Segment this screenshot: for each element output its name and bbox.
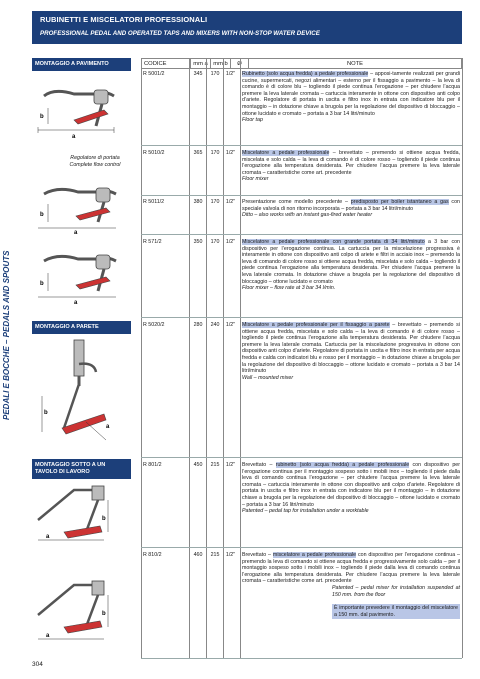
table-border-right <box>462 58 463 658</box>
note-prefix: Brevettato – <box>242 552 273 558</box>
dim-b-value: 170 <box>210 150 220 156</box>
diameter-value: 1/2" <box>225 462 236 468</box>
dim-a-value: 280 <box>193 322 203 328</box>
row-divider <box>141 145 462 146</box>
col-divider <box>240 58 241 658</box>
note-text: a 3 bar con dispositivo per l’erogazione continua. La cartuccia per la miscelazione progressiva è interamente in ottone con dispositivo anti colpo di ariete e filtri in acciaio inox – premendo la leva di comando di colore rosso si ottiene acqua fredda, miscelata e solo calda – togliendo il piede continua l’erogazione alla temperatura desiderata. Per chiudere l’acqua premere la leva laterale cromata. In dotazione chiave a brugola per la regolazione del dispositivo di bloccaggio – ottone lucidato e cromato <box>242 239 460 285</box>
col-header-a: mm a <box>191 59 211 69</box>
row-divider <box>141 317 462 318</box>
flow-control-caption <box>50 155 140 169</box>
diameter-value: 1/2" <box>225 239 236 245</box>
dim-a-value: 350 <box>193 239 203 245</box>
mixer-gas-image <box>34 180 134 235</box>
dim-a-label: a <box>72 134 76 140</box>
product-note <box>242 322 460 381</box>
note-text: con speciale valvola di non ritorno incorporata – portata a 3 bar 14 litri/minuto <box>242 199 460 212</box>
section-wall-mount: MONTAGGIO A PARETE <box>32 321 131 334</box>
product-code: R 5011/2 <box>143 199 165 205</box>
dim-a-label: a <box>74 300 78 305</box>
note-highlight: Miscelatore a pedale professionale <box>242 150 330 156</box>
col-header-note: NOTE <box>249 59 462 69</box>
col-divider <box>206 58 207 658</box>
under-table-mixer-image <box>34 575 134 645</box>
page-number: 304 <box>32 661 43 668</box>
section-floor-mount: MONTAGGIO A PAVIMENTO <box>32 58 131 71</box>
product-code: R 5001/2 <box>143 71 165 77</box>
note-prefix: Brevettato – <box>242 462 276 468</box>
product-note <box>242 462 460 515</box>
dim-a-label: a <box>46 534 50 540</box>
note-prefix: Presentazione come modello precedente – <box>242 199 351 205</box>
dim-b-label: b <box>102 611 106 617</box>
dim-b-label: b <box>44 410 48 416</box>
row-divider <box>141 195 462 196</box>
note-text: con dispositivo per l’erogazione continua per il montaggio sospeso sotto i mobili inox – togliendo il piede dalla leva di comando continua l’erogazione – per chiudere l’acqua premere la leva laterale cromata – cartuccia interamente in ottone con dispositivo anti colpo d’ariete. Regolatore di portata in uscita e filtro inox in entrata con indicatore blu per il montaggio – in dotazione chiave a brugola per la regolazione del dispositivo di bloccaggio – ottone lucidato e cromato – portata a 3 bar 16 litri/minuto <box>242 462 460 508</box>
row-divider <box>141 547 462 548</box>
note-text: con dispositivo per l’erogazione continua – premendo la leva di comando si ottiene acqua fredda e progressivamente solo calda – per il montaggio sospeso sotto i mobili inox – togliendo il piede dalla leva di comando continua l’erogazione alla temperatura desiderata. Per chiudere l’acqua premere la leva laterale cromata – caratteristiche come art. precedente <box>242 552 460 585</box>
dim-b-value: 215 <box>210 462 220 468</box>
install-note-box: È importante prevedere il montaggio del miscelatore a 150 mm. dal pavimento. <box>334 605 458 618</box>
dim-a-label: a <box>46 633 50 639</box>
note-highlight: Miscelatore a pedale professionale con grande portata di 34 litri/minuto <box>242 239 425 245</box>
product-note <box>242 71 460 124</box>
table-border-left <box>141 58 142 658</box>
note-highlight: predisposto per boiler istantaneo a gas <box>350 199 449 205</box>
product-note <box>242 150 460 183</box>
mixer-highflow-image <box>34 245 134 305</box>
dim-a-label: a <box>106 424 110 430</box>
note-highlight: Rubinetto (solo acqua fredda) a pedale professionale <box>242 71 369 77</box>
wall-mixer-image <box>34 336 134 446</box>
diameter-value: 1/2" <box>225 552 236 558</box>
note-text: – brevettato – premendo si ottiene acqua fredda, miscelata e solo calda – la leva di comando è di colore rosso – togliendo il piede continua l’erogazione alla temperatura desiderata. Per chiudere l’acqua premere la leva laterale cromata. Cartuccia per la miscelazione progressiva in ottone con dispositivo anti colpo d’ariete. Regolatore di portata in uscita e filtro inox in entrata per acqua fredda e calda con indicatori blu e rosso per il montaggio – in dotazione chiave a brugola per la regolazione del dispositivo di bloccaggio – ottone lucidato e cromato – portata a 3 bar 14 litri/minuto <box>242 322 460 375</box>
page-title: RUBINETTI E MISCELATORI PROFESSIONALI <box>40 15 208 24</box>
dim-a-label: a <box>74 230 78 235</box>
dim-b-value: 215 <box>210 552 220 558</box>
col-divider <box>223 58 224 658</box>
product-code: R 5020/2 <box>143 322 165 328</box>
dim-b-label: b <box>102 516 106 522</box>
flow-control-text: Regolatore di portata Complete flow control <box>69 155 121 168</box>
dim-b-label: b <box>40 281 44 287</box>
note-english: Patented – pedal mixer for installation suspended at 150 mm. from the floor <box>332 585 460 598</box>
under-table-tap-image <box>34 480 134 545</box>
dim-b-value: 240 <box>210 322 220 328</box>
dim-b-label: b <box>40 114 44 120</box>
side-label-text: PEDALI E BOCCHE – PEDALS AND SPOUTS <box>2 250 11 420</box>
section-under-table: MONTAGGIO SOTTO A UN TAVOLO DI LAVORO <box>32 459 131 479</box>
diameter-value: 1/2" <box>225 71 236 77</box>
note-english: Wall – mounted mixer <box>242 374 294 381</box>
col-header-b: mm b <box>211 59 231 69</box>
note-english: Floor tap <box>242 117 263 124</box>
col-divider <box>189 58 190 658</box>
dim-a-value: 365 <box>193 150 203 156</box>
note-highlight: rubinetto (solo acqua fredda) a pedale professionale <box>275 462 410 468</box>
diameter-value: 1/2" <box>225 150 236 156</box>
product-note <box>242 239 460 292</box>
product-note <box>242 552 460 619</box>
col-header-code: CODICE <box>142 59 191 69</box>
row-divider <box>141 457 462 458</box>
col-header-diameter: Ø <box>231 59 249 69</box>
note-english: Floor mixer <box>242 176 269 183</box>
dim-b-value: 170 <box>210 239 220 245</box>
product-code: R 810/2 <box>143 552 162 558</box>
row-divider <box>141 234 462 235</box>
dim-a-value: 345 <box>193 71 203 77</box>
header-bar <box>32 11 462 44</box>
dim-a-value: 450 <box>193 462 203 468</box>
product-note <box>242 199 460 219</box>
dim-a-value: 380 <box>193 199 203 205</box>
dim-b-value: 170 <box>210 199 220 205</box>
note-text: – brevettato – premendo si ottiene acqua fredda, miscelata e solo calda – la leva di comando è di colore rosso – togliendo il piede continua l’erogazione alla temperatura desiderata. Per chiudere l’acqua premere la leva laterale cromata – caratteristiche come art. precedente <box>242 150 460 176</box>
product-code: R 5010/2 <box>143 150 165 156</box>
note-english: Patented – pedal tap for installation under a worktable <box>242 508 369 515</box>
note-english: Ditto – also works with an instant gas-fired water heater <box>242 212 373 219</box>
note-highlight: Miscelatore a pedale professionale per il fissaggio a parete <box>242 322 390 328</box>
diameter-value: 1/2" <box>225 199 236 205</box>
floor-tap-image <box>34 80 134 140</box>
product-code: R 571/2 <box>143 239 162 245</box>
table-bottom <box>141 658 462 659</box>
dim-b-label: b <box>40 212 44 218</box>
dim-b-value: 170 <box>210 71 220 77</box>
note-english: Floor mixer – flow rate at 3 bar 34 l/min. <box>242 285 336 292</box>
note-text: – apposi-tamente realizzati per grandi cucine, supermercati, negozi alimentari – esterno per il fissaggio a pavimento – la leva di comando è di colore blu – togliendo il piede continua l’erogazione – per chiudere l’acqua premere la leva laterale cromata – cartuccia interamente in ottone con dispositivo anti colpo d’ariete. Regolatore di portata in uscita e filtro inox in entrata con indicatore blu per il montaggio – in dotazione chiave a brugola per la regolazione del dispositivo di bloccaggio – ottone lucidato e cromato – portata a 3 bar 14 litri/minuto <box>242 71 460 117</box>
page-subtitle: PROFESSIONAL PEDAL AND OPERATED TAPS AND MIXERS WITH NON-STOP WATER DEVICE <box>40 30 320 37</box>
product-code: R 801/2 <box>143 462 162 468</box>
note-highlight: miscelatore a pedale professionale <box>272 552 357 558</box>
diameter-value: 1/2" <box>225 322 236 328</box>
dim-a-value: 460 <box>193 552 203 558</box>
